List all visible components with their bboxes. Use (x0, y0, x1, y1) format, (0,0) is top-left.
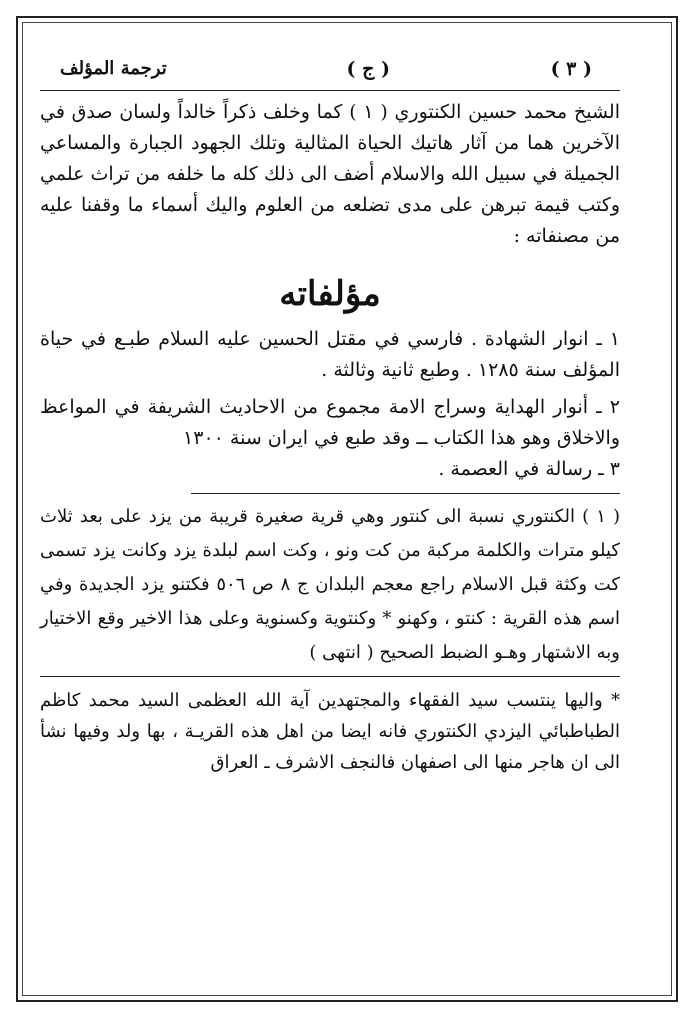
footnote-1: ( ١ ) الكنتوري نسبة الى كنتور وهي قرية صغيرة قريبة من يزد على بعد ثلاث كيلو مترات والكلمة مركبة من كت ونو ، وكت اسم لبلدة يزد وكانت يزد تسمى كت وكثة قبل الاسلام راجع معجم البلدان ج ٨ ص ٥٠٦ فكتنو يزد الجديدة وفي اسم هذه القرية : كنتو ، وكهنو * وكنتوية وكسنوية وعلى هذا الاخير وقع الاختيار وبه الاشتهار وهـو الضبط الصحيح ( انتهى ) (40, 506, 620, 663)
section-title: مؤلفاته (279, 274, 381, 314)
section-letter: ( ج ) (346, 58, 390, 80)
work-entry-2: ٢ ـ أنوار الهداية وسراج الامة مجموع من الاحاديث الشريفة في المواعظ والاخلاق وهو هذا الكتاب ــ وقد طبع في ايران سنة ١٣٠٠ (40, 396, 620, 449)
intro-paragraph: الشيخ محمد حسين الكنتوري ( ١ ) كما وخلف ذكراً خالداً ولسان صدق في الآخرين هما من آثار هاتيك الحياة المثالية وتلك الجهود الجبارة والمساعي الجميلة في سبيل الله والاسلام أضف الى ذلك كله ما خلفه من تراث علمي وكتب قيمة تبرهن على مدى تضلعه من العلوم واليك أسماء ما وقفنا عليه من مصنفاته : (40, 101, 620, 247)
work-entry-3: ٣ ـ رسالة في العصمة . (438, 458, 620, 480)
work-entry-1: ١ ـ انوار الشهادة . فارسي في مقتل الحسين عليه السلام طبـع في حياة المؤلف سنة ١٢٨٥ . وطبع ثانية وثالثة . (40, 328, 620, 381)
running-title: ترجمة المؤلف (60, 58, 167, 79)
page-header (40, 48, 620, 88)
footnote-2: * واليها ينتسب سيد الفقهاء والمجتهدين آية الله العظمى السيد محمد كاظم الطباطبائي اليزدي الكنتوري فانه ايضا من اهل هذه القريـة ، بها ولد وفيها نشأ الى ان هاجر منها الى اصفهان فالنجف الاشرف ـ العراق (40, 690, 620, 773)
book-page (40, 48, 620, 778)
page-number: ( ٣ ) (550, 58, 592, 80)
